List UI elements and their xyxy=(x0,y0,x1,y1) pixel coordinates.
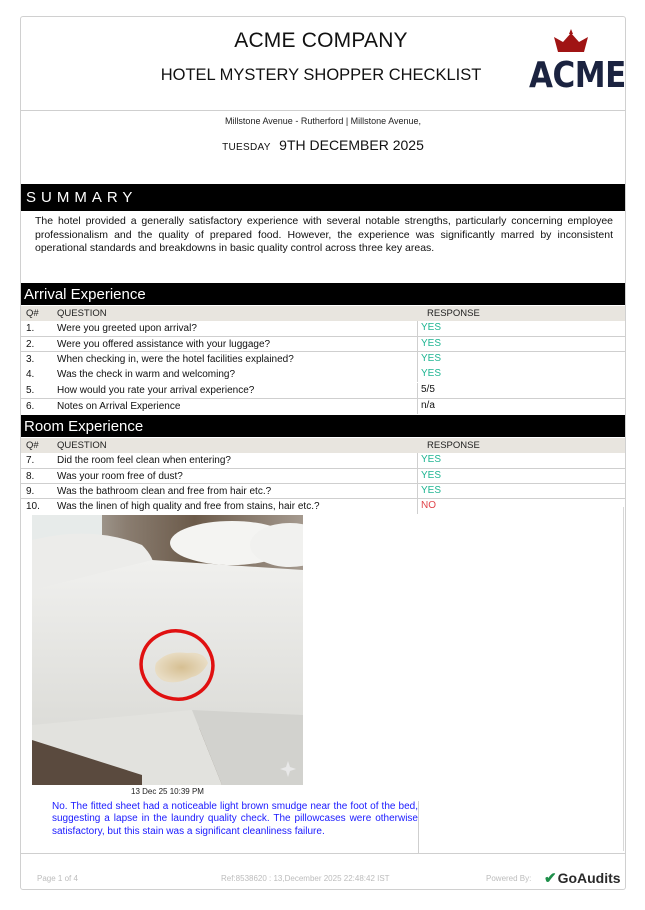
report-title: HOTEL MYSTERY SHOPPER CHECKLIST xyxy=(160,66,482,84)
photo-timestamp: 13 Dec 25 10:39 PM xyxy=(131,787,204,796)
divider xyxy=(21,853,625,854)
question-number: 2. xyxy=(26,339,35,350)
question-text: How would you rate your arrival experience? xyxy=(57,385,255,396)
table-row xyxy=(21,498,625,513)
question-text: Were you greeted upon arrival? xyxy=(57,323,197,334)
report-header xyxy=(21,17,625,111)
divider xyxy=(418,801,419,853)
question-text: Was your room free of dust? xyxy=(57,471,183,482)
question-text: Was the bathroom clean and free from hair etc.? xyxy=(57,486,272,497)
question-number: 6. xyxy=(26,401,35,412)
col-response: RESPONSE xyxy=(427,440,480,451)
audit-date xyxy=(21,137,625,155)
table-row xyxy=(21,483,625,498)
logo-wordmark: ACME xyxy=(529,55,626,97)
col-response: RESPONSE xyxy=(427,308,480,319)
response-value: YES xyxy=(417,321,441,336)
table-row xyxy=(21,367,625,382)
crown-icon xyxy=(553,29,589,53)
question-text: Was the check in warm and welcoming? xyxy=(57,369,236,380)
response-value: NO xyxy=(417,499,436,514)
table-row xyxy=(21,351,625,366)
response-value: YES xyxy=(417,337,441,352)
question-number: 10. xyxy=(26,501,40,512)
question-number: 9. xyxy=(26,486,35,497)
table-row xyxy=(21,336,625,351)
divider xyxy=(623,507,624,851)
question-number: 7. xyxy=(26,455,35,466)
goaudits-wordmark: GoAudits xyxy=(557,870,621,886)
evidence-photo[interactable] xyxy=(32,515,303,785)
table-row xyxy=(21,453,625,468)
section-arrival-experience: Arrival Experience xyxy=(21,283,625,305)
response-value: YES xyxy=(417,484,441,499)
question-text: Did the room feel clean when entering? xyxy=(57,455,231,466)
question-number: 1. xyxy=(26,323,35,334)
response-value: YES xyxy=(417,367,441,382)
question-text: Was the linen of high quality and free from stains, hair etc.? xyxy=(57,501,320,512)
question-text: Notes on Arrival Experience xyxy=(57,401,181,412)
checkmark-icon: ✔ xyxy=(544,870,557,887)
response-value: YES xyxy=(417,352,441,367)
question-number: 8. xyxy=(26,471,35,482)
summary-heading: SUMMARY xyxy=(21,184,625,211)
col-num: Q# xyxy=(26,308,39,319)
response-value: n/a xyxy=(417,399,435,414)
col-question: QUESTION xyxy=(57,308,107,319)
company-name: ACME COMPANY xyxy=(234,29,408,52)
response-value: YES xyxy=(417,453,441,468)
col-num: Q# xyxy=(26,440,39,451)
response-value: 5/5 xyxy=(417,383,435,398)
day-of-week: TUESDAY xyxy=(222,142,271,153)
table-row xyxy=(21,383,625,398)
stained-bed-image xyxy=(32,515,303,785)
acme-logo xyxy=(529,25,626,97)
page-number: Page 1 of 4 xyxy=(37,874,78,883)
location-line: Millstone Avenue - Rutherford | Millstone Avenue, xyxy=(224,116,422,126)
question-number: 5. xyxy=(26,385,35,396)
date-value: 9TH DECEMBER 2025 xyxy=(279,137,424,153)
section-room-experience: Room Experience xyxy=(21,415,625,437)
goaudits-logo xyxy=(544,869,621,887)
response-value: YES xyxy=(417,469,441,484)
table-header xyxy=(21,306,625,321)
table-row xyxy=(21,468,625,483)
table-row xyxy=(21,398,625,413)
summary-text: The hotel provided a generally satisfactory experience with several notable strengths, particularly concerning employee professionalism and the quality of prepared food. However, the experience was significantly marred by inconsistent operational standards and breakdowns in basic quality control across three key areas. xyxy=(35,215,613,254)
response-note: No. The fitted sheet had a noticeable light brown smudge near the foot of the bed, suggesting a lapse in the laundry quality check. The pillowcases were otherwise satisfactory, but this stain was a significant cleanliness failure. xyxy=(52,801,418,837)
powered-by-label: Powered By: xyxy=(486,874,532,883)
table-header xyxy=(21,438,625,453)
report-page xyxy=(20,16,626,890)
question-number: 3. xyxy=(26,354,35,365)
question-text: When checking in, were the hotel facilities explained? xyxy=(57,354,294,365)
question-text: Were you offered assistance with your luggage? xyxy=(57,339,271,350)
col-question: QUESTION xyxy=(57,440,107,451)
table-row xyxy=(21,321,625,336)
question-number: 4. xyxy=(26,369,35,380)
report-reference: Ref:8538620 : 13,December 2025 22:48:42 IST xyxy=(221,874,390,883)
